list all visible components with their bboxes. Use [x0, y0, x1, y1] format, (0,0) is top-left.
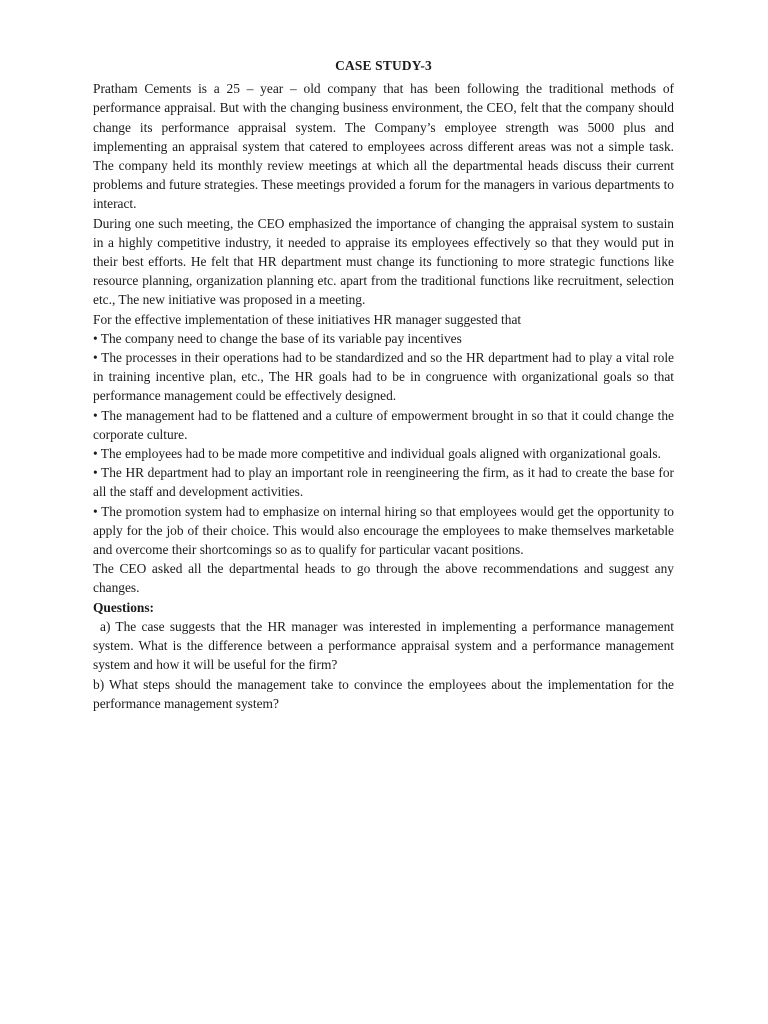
bullet-item: • The HR department had to play an important role in reengineering the firm, as it had to create the base for all the staff and development activities.: [93, 465, 674, 500]
questions-heading: Questions:: [93, 599, 155, 615]
document-title: CASE STUDY-3: [335, 58, 432, 73]
bullet-item: • The processes in their operations had to be standardized and so the HR department had to play a vital role in training incentive plan, etc., The HR goals had to be in congruence with organizational goals so that performance management could be effectively designed.: [93, 350, 674, 404]
bullet-item: • The promotion system had to emphasize on internal hiring so that employees would get the opportunity to apply for the job of their choice. This would also encourage the employees to make themselves marketable and overcome their shortcomings so as to qualify for particular vacant positions.: [93, 503, 674, 558]
bullet-item: • The company need to change the base of its variable pay incentives: [93, 330, 462, 346]
meeting-paragraph: During one such meeting, the CEO emphasized the importance of changing the appraisal system to sustain in a highly competitive industry, it needed to appraise its employees effectively so that they would put in their best efforts. He felt that HR department must change its functioning to more strategic functions like resource planning, organization planning etc. apart from the traditional functions like recruitment, selection etc., The new initiative was proposed in a meeting.: [93, 215, 674, 308]
intro-paragraph: Pratham Cements is a 25 – year – old company that has been following the traditional methods of performance appraisal. But with the changing business environment, the CEO, felt that the company should change its performance appraisal system. The Company’s employee strength was 5000 plus and implementing an appraisal system that catered to employees across different areas was not a simple task. The company held its monthly review meetings at which all the departmental heads discuss their current problems and future strategies. These meetings provided a forum for the managers in various departments to interact.: [93, 81, 674, 212]
closing-paragraph: The CEO asked all the departmental heads to go through the above recommendations and suggest any changes.: [93, 561, 674, 596]
question-b: b) What steps should the management take to convince the employees about the implementation for the performance management system?: [93, 676, 674, 711]
recommendations-lead: For the effective implementation of these initiatives HR manager suggested that: [93, 311, 522, 327]
bullet-item: • The management had to be flattened and a culture of empowerment brought in so that it could change the corporate culture.: [93, 407, 674, 442]
bullet-item: • The employees had to be made more competitive and individual goals aligned with organizational goals.: [93, 446, 661, 462]
question-a: a) The case suggests that the HR manager was interested in implementing a performance management system. What is the difference between a performance appraisal system and a performance management system and how it will be useful for the firm?: [93, 618, 674, 673]
document-page: [93, 56, 674, 713]
